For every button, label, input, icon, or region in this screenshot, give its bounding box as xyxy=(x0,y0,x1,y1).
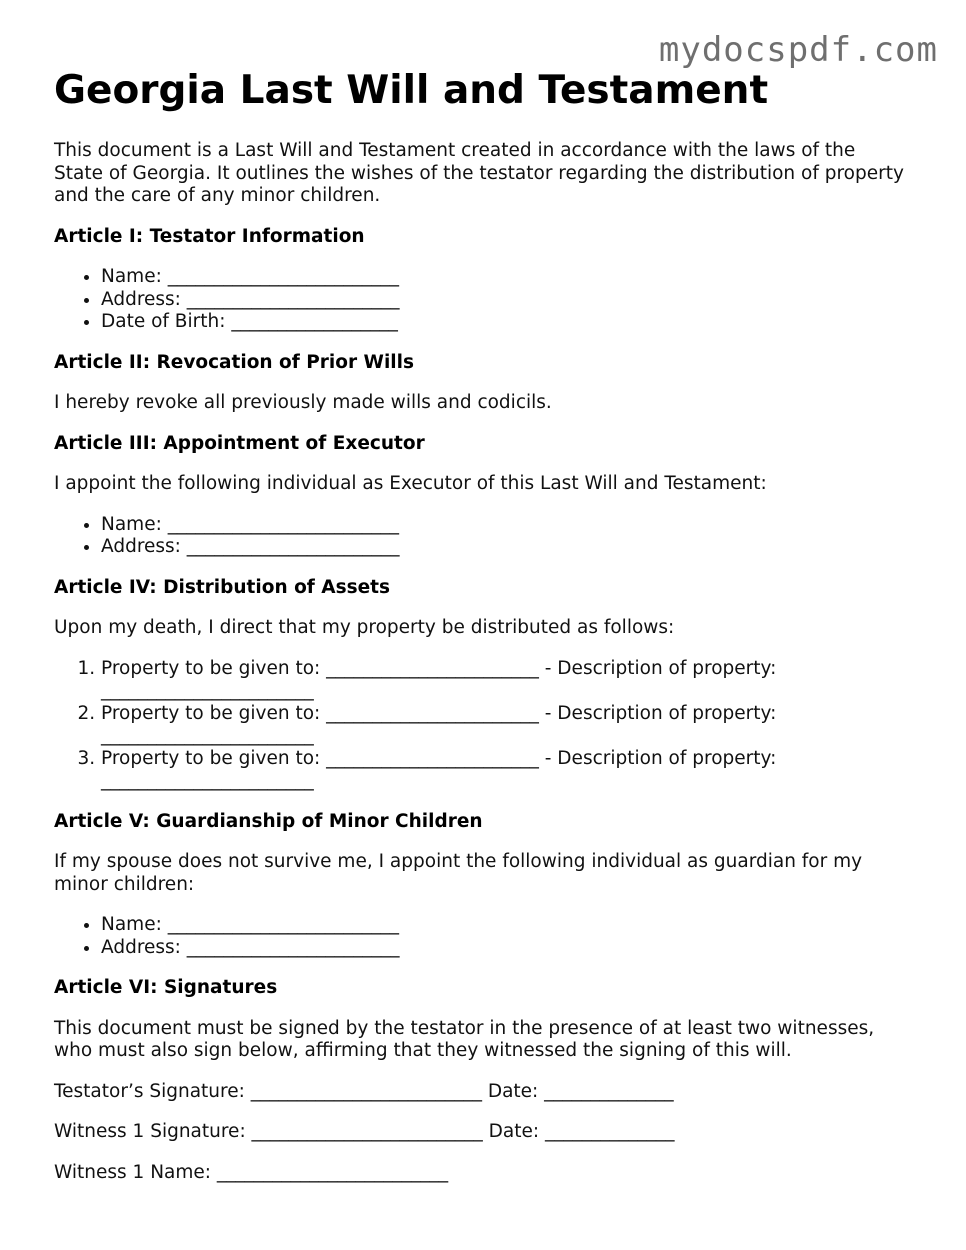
document-title: Georgia Last Will and Testament xyxy=(54,68,769,113)
document-page xyxy=(54,66,904,1202)
testator-dob-field[interactable]: • Date of Birth: __________________ xyxy=(101,311,904,334)
executor-address-field[interactable]: • Address: _______________________ xyxy=(101,536,904,559)
testator-address-field[interactable]: • Address: _______________________ xyxy=(101,289,904,312)
watermark: mydocspdf.com xyxy=(658,30,938,70)
signatures-text: This document must be signed by the testator in the presence of at least two witnesses, who must also sign below, affirming that they witnessed the signing of this will. xyxy=(54,1017,875,1061)
guardian-list xyxy=(54,914,904,959)
guardian-name-field[interactable]: • Name: _________________________ xyxy=(101,914,904,937)
executor-name-field[interactable]: • Name: _________________________ xyxy=(101,514,904,537)
article-1-heading: Article I: Testator Information xyxy=(54,225,365,247)
testator-signature-line[interactable]: Testator’s Signature: _________________________ Date: ______________ xyxy=(54,1080,674,1102)
distribution-item-1[interactable]: 1. Property to be given to: _______________________ - Description of property: _______________________ xyxy=(101,658,904,703)
revocation-text: I hereby revoke all previously made wills and codicils. xyxy=(54,392,552,413)
distribution-item-3[interactable]: 3. Property to be given to: _______________________ - Description of property: _______________________ xyxy=(101,748,904,793)
executor-list xyxy=(54,514,904,559)
guardian-address-field[interactable]: • Address: _______________________ xyxy=(101,937,904,960)
executor-text: I appoint the following individual as Executor of this Last Will and Testament: xyxy=(54,473,767,494)
intro-paragraph: This document is a Last Will and Testament created in accordance with the laws of the State of Georgia. It outlines the wishes of the testator regarding the distribution of property and the care of any minor children. xyxy=(54,140,904,206)
article-4-heading: Article IV: Distribution of Assets xyxy=(54,576,391,598)
article-6-heading: Article VI: Signatures xyxy=(54,977,278,998)
witness-1-name-line[interactable]: Witness 1 Name: _________________________ xyxy=(54,1161,449,1183)
testator-name-field[interactable]: • Name: _________________________ xyxy=(101,266,904,289)
distribution-list xyxy=(54,658,904,793)
article-2-heading: Article II: Revocation of Prior Wills xyxy=(54,351,414,373)
distribution-item-2[interactable]: 2. Property to be given to: _______________________ - Description of property: _______________________ xyxy=(101,703,904,748)
article-3-heading: Article III: Appointment of Executor xyxy=(54,432,425,454)
guardianship-text: If my spouse does not survive me, I appoint the following individual as guardian for my minor children: xyxy=(54,851,863,895)
testator-info-list xyxy=(54,266,904,334)
distribution-text: Upon my death, I direct that my property be distributed as follows: xyxy=(54,617,675,638)
witness-1-signature-line[interactable]: Witness 1 Signature: _________________________ Date: ______________ xyxy=(54,1121,675,1142)
article-5-heading: Article V: Guardianship of Minor Children xyxy=(54,810,483,832)
